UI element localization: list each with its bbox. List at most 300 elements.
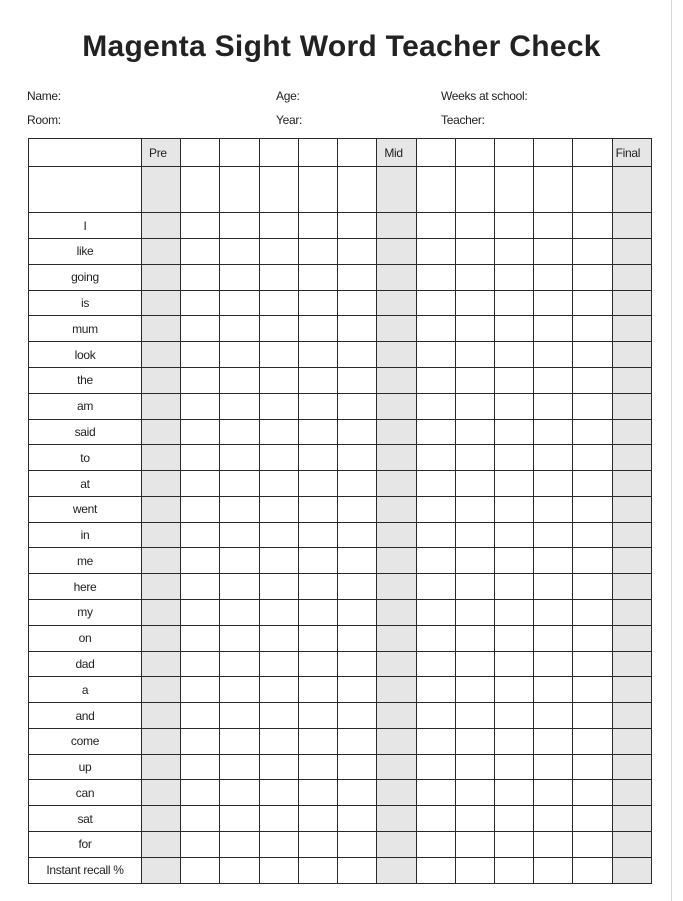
check-cell[interactable] — [338, 806, 377, 832]
check-cell[interactable] — [416, 780, 455, 806]
check-cell[interactable] — [455, 342, 494, 368]
check-cell[interactable] — [338, 677, 377, 703]
check-cell[interactable] — [220, 290, 259, 316]
check-cell[interactable] — [338, 754, 377, 780]
check-cell[interactable] — [416, 167, 455, 213]
check-cell[interactable] — [494, 548, 533, 574]
check-cell[interactable] — [338, 832, 377, 858]
check-cell[interactable] — [338, 703, 377, 729]
check-cell[interactable] — [573, 239, 612, 265]
check-cell[interactable] — [142, 600, 181, 626]
check-cell[interactable] — [494, 625, 533, 651]
check-cell[interactable] — [181, 290, 220, 316]
check-cell[interactable] — [338, 367, 377, 393]
check-cell[interactable] — [220, 239, 259, 265]
check-cell[interactable] — [259, 780, 298, 806]
check-cell[interactable] — [416, 857, 455, 883]
check-cell[interactable] — [298, 625, 337, 651]
check-cell[interactable] — [573, 367, 612, 393]
check-cell[interactable] — [573, 264, 612, 290]
check-cell[interactable] — [573, 213, 612, 239]
check-cell[interactable] — [573, 728, 612, 754]
check-cell[interactable] — [142, 806, 181, 832]
check-cell[interactable] — [494, 290, 533, 316]
check-cell[interactable] — [338, 290, 377, 316]
check-cell[interactable] — [455, 213, 494, 239]
check-cell[interactable] — [377, 600, 416, 626]
check-cell[interactable] — [298, 496, 337, 522]
check-cell[interactable] — [612, 703, 651, 729]
check-cell[interactable] — [416, 548, 455, 574]
check-cell[interactable] — [612, 651, 651, 677]
check-cell[interactable] — [259, 754, 298, 780]
check-cell[interactable] — [612, 419, 651, 445]
check-cell[interactable] — [612, 342, 651, 368]
check-cell[interactable] — [259, 316, 298, 342]
check-cell[interactable] — [181, 316, 220, 342]
check-cell[interactable] — [416, 728, 455, 754]
check-cell[interactable] — [416, 600, 455, 626]
check-cell[interactable] — [142, 754, 181, 780]
check-cell[interactable] — [455, 316, 494, 342]
check-cell[interactable] — [298, 832, 337, 858]
check-cell[interactable] — [338, 548, 377, 574]
check-cell[interactable] — [377, 239, 416, 265]
check-cell[interactable] — [338, 316, 377, 342]
check-cell[interactable] — [220, 548, 259, 574]
check-cell[interactable] — [142, 574, 181, 600]
check-cell[interactable] — [142, 367, 181, 393]
check-cell[interactable] — [338, 419, 377, 445]
check-cell[interactable] — [259, 600, 298, 626]
check-cell[interactable] — [377, 806, 416, 832]
check-cell[interactable] — [142, 239, 181, 265]
check-cell[interactable] — [377, 264, 416, 290]
check-cell[interactable] — [573, 290, 612, 316]
check-cell[interactable] — [142, 625, 181, 651]
check-cell[interactable] — [377, 677, 416, 703]
check-cell[interactable] — [377, 754, 416, 780]
check-cell[interactable] — [494, 754, 533, 780]
check-cell[interactable] — [181, 806, 220, 832]
check-cell[interactable] — [416, 264, 455, 290]
check-cell[interactable] — [298, 857, 337, 883]
check-cell[interactable] — [534, 290, 573, 316]
check-cell[interactable] — [142, 857, 181, 883]
check-cell[interactable] — [259, 832, 298, 858]
check-cell[interactable] — [455, 522, 494, 548]
check-cell[interactable] — [377, 290, 416, 316]
check-cell[interactable] — [338, 264, 377, 290]
check-cell[interactable] — [416, 703, 455, 729]
check-cell[interactable] — [377, 213, 416, 239]
check-cell[interactable] — [612, 780, 651, 806]
check-cell[interactable] — [377, 625, 416, 651]
check-cell[interactable] — [259, 651, 298, 677]
check-cell[interactable] — [573, 316, 612, 342]
check-cell[interactable] — [259, 522, 298, 548]
check-cell[interactable] — [181, 445, 220, 471]
check-cell[interactable] — [142, 393, 181, 419]
check-cell[interactable] — [259, 167, 298, 213]
check-cell[interactable] — [142, 548, 181, 574]
check-cell[interactable] — [338, 651, 377, 677]
check-cell[interactable] — [612, 496, 651, 522]
check-cell[interactable] — [534, 342, 573, 368]
check-cell[interactable] — [298, 728, 337, 754]
check-cell[interactable] — [494, 600, 533, 626]
check-cell[interactable] — [338, 496, 377, 522]
check-cell[interactable] — [298, 522, 337, 548]
check-cell[interactable] — [338, 239, 377, 265]
check-cell[interactable] — [142, 419, 181, 445]
check-cell[interactable] — [298, 677, 337, 703]
check-cell[interactable] — [455, 625, 494, 651]
check-cell[interactable] — [377, 651, 416, 677]
check-cell[interactable] — [377, 367, 416, 393]
check-cell[interactable] — [298, 342, 337, 368]
check-cell[interactable] — [455, 393, 494, 419]
check-cell[interactable] — [259, 548, 298, 574]
check-cell[interactable] — [573, 445, 612, 471]
check-cell[interactable] — [377, 316, 416, 342]
check-cell[interactable] — [220, 754, 259, 780]
check-cell[interactable] — [455, 290, 494, 316]
check-cell[interactable] — [181, 522, 220, 548]
check-cell[interactable] — [534, 728, 573, 754]
check-cell[interactable] — [220, 522, 259, 548]
check-cell[interactable] — [181, 754, 220, 780]
check-cell[interactable] — [573, 548, 612, 574]
check-cell[interactable] — [181, 167, 220, 213]
check-cell[interactable] — [338, 857, 377, 883]
check-cell[interactable] — [298, 167, 337, 213]
check-cell[interactable] — [220, 625, 259, 651]
check-cell[interactable] — [259, 213, 298, 239]
check-cell[interactable] — [181, 574, 220, 600]
check-cell[interactable] — [377, 857, 416, 883]
check-cell[interactable] — [455, 367, 494, 393]
check-cell[interactable] — [612, 677, 651, 703]
check-cell[interactable] — [298, 367, 337, 393]
check-cell[interactable] — [534, 677, 573, 703]
check-cell[interactable] — [534, 625, 573, 651]
check-cell[interactable] — [298, 393, 337, 419]
check-cell[interactable] — [534, 600, 573, 626]
check-cell[interactable] — [259, 264, 298, 290]
check-cell[interactable] — [494, 728, 533, 754]
check-cell[interactable] — [298, 419, 337, 445]
check-cell[interactable] — [259, 574, 298, 600]
check-cell[interactable] — [573, 677, 612, 703]
check-cell[interactable] — [142, 780, 181, 806]
check-cell[interactable] — [220, 651, 259, 677]
check-cell[interactable] — [298, 471, 337, 497]
check-cell[interactable] — [573, 471, 612, 497]
check-cell[interactable] — [142, 728, 181, 754]
check-cell[interactable] — [573, 832, 612, 858]
check-cell[interactable] — [181, 213, 220, 239]
check-cell[interactable] — [573, 342, 612, 368]
check-cell[interactable] — [416, 139, 455, 167]
check-cell[interactable] — [455, 445, 494, 471]
check-cell[interactable] — [494, 367, 533, 393]
check-cell[interactable] — [377, 832, 416, 858]
check-cell[interactable] — [181, 139, 220, 167]
check-cell[interactable] — [338, 213, 377, 239]
check-cell[interactable] — [259, 677, 298, 703]
check-cell[interactable] — [338, 728, 377, 754]
check-cell[interactable] — [416, 367, 455, 393]
check-cell[interactable] — [220, 806, 259, 832]
check-cell[interactable] — [181, 677, 220, 703]
check-cell[interactable] — [298, 264, 337, 290]
check-cell[interactable] — [612, 548, 651, 574]
check-cell[interactable] — [142, 213, 181, 239]
check-cell[interactable] — [338, 522, 377, 548]
check-cell[interactable] — [534, 522, 573, 548]
check-cell[interactable] — [534, 574, 573, 600]
check-cell[interactable] — [181, 625, 220, 651]
check-cell[interactable] — [534, 316, 573, 342]
check-cell[interactable] — [259, 139, 298, 167]
check-cell[interactable] — [416, 625, 455, 651]
check-cell[interactable] — [494, 139, 533, 167]
check-cell[interactable] — [612, 445, 651, 471]
check-cell[interactable] — [416, 290, 455, 316]
check-cell[interactable] — [259, 703, 298, 729]
check-cell[interactable] — [338, 625, 377, 651]
check-cell[interactable] — [494, 651, 533, 677]
check-cell[interactable] — [455, 600, 494, 626]
check-cell[interactable] — [298, 600, 337, 626]
check-cell[interactable] — [298, 780, 337, 806]
check-cell[interactable] — [534, 806, 573, 832]
check-cell[interactable] — [573, 780, 612, 806]
check-cell[interactable] — [534, 264, 573, 290]
check-cell[interactable] — [612, 625, 651, 651]
check-cell[interactable] — [259, 857, 298, 883]
check-cell[interactable] — [416, 754, 455, 780]
check-cell[interactable] — [377, 393, 416, 419]
check-cell[interactable] — [534, 703, 573, 729]
check-cell[interactable] — [259, 342, 298, 368]
check-cell[interactable] — [612, 600, 651, 626]
check-cell[interactable] — [612, 213, 651, 239]
check-cell[interactable] — [455, 139, 494, 167]
check-cell[interactable] — [259, 290, 298, 316]
check-cell[interactable] — [298, 548, 337, 574]
check-cell[interactable] — [142, 496, 181, 522]
check-cell[interactable] — [142, 522, 181, 548]
check-cell[interactable] — [220, 574, 259, 600]
check-cell[interactable] — [612, 471, 651, 497]
check-cell[interactable] — [612, 728, 651, 754]
check-cell[interactable] — [612, 832, 651, 858]
check-cell[interactable] — [612, 264, 651, 290]
check-cell[interactable] — [142, 342, 181, 368]
check-cell[interactable] — [338, 167, 377, 213]
check-cell[interactable] — [142, 651, 181, 677]
check-cell[interactable] — [455, 471, 494, 497]
check-cell[interactable] — [377, 728, 416, 754]
check-cell[interactable] — [338, 445, 377, 471]
check-cell[interactable] — [573, 496, 612, 522]
check-cell[interactable] — [534, 496, 573, 522]
check-cell[interactable] — [377, 496, 416, 522]
check-cell[interactable] — [534, 445, 573, 471]
check-cell[interactable] — [220, 471, 259, 497]
check-cell[interactable] — [494, 316, 533, 342]
check-cell[interactable] — [612, 316, 651, 342]
check-cell[interactable] — [494, 832, 533, 858]
check-cell[interactable] — [298, 239, 337, 265]
check-cell[interactable] — [534, 548, 573, 574]
check-cell[interactable] — [377, 548, 416, 574]
check-cell[interactable] — [298, 213, 337, 239]
check-cell[interactable] — [181, 239, 220, 265]
check-cell[interactable] — [494, 264, 533, 290]
check-cell[interactable] — [220, 600, 259, 626]
check-cell[interactable] — [455, 780, 494, 806]
check-cell[interactable] — [455, 728, 494, 754]
check-cell[interactable] — [377, 522, 416, 548]
check-cell[interactable] — [455, 548, 494, 574]
check-cell[interactable] — [220, 213, 259, 239]
check-cell[interactable] — [338, 574, 377, 600]
check-cell[interactable] — [220, 167, 259, 213]
check-cell[interactable] — [534, 139, 573, 167]
check-cell[interactable] — [534, 239, 573, 265]
check-cell[interactable] — [220, 677, 259, 703]
check-cell[interactable] — [377, 342, 416, 368]
check-cell[interactable] — [298, 806, 337, 832]
check-cell[interactable] — [181, 342, 220, 368]
check-cell[interactable] — [142, 264, 181, 290]
check-cell[interactable] — [181, 264, 220, 290]
check-cell[interactable] — [416, 496, 455, 522]
check-cell[interactable] — [494, 522, 533, 548]
check-cell[interactable] — [220, 728, 259, 754]
check-cell[interactable] — [494, 703, 533, 729]
check-cell[interactable] — [259, 496, 298, 522]
check-cell[interactable] — [494, 780, 533, 806]
check-cell[interactable] — [298, 316, 337, 342]
check-cell[interactable] — [377, 574, 416, 600]
check-cell[interactable] — [534, 393, 573, 419]
check-cell[interactable] — [377, 445, 416, 471]
check-cell[interactable] — [534, 651, 573, 677]
check-cell[interactable] — [573, 419, 612, 445]
check-cell[interactable] — [298, 574, 337, 600]
check-cell[interactable] — [142, 471, 181, 497]
check-cell[interactable] — [494, 857, 533, 883]
check-cell[interactable] — [455, 806, 494, 832]
check-cell[interactable] — [298, 445, 337, 471]
check-cell[interactable] — [298, 290, 337, 316]
check-cell[interactable] — [220, 496, 259, 522]
check-cell[interactable] — [416, 393, 455, 419]
check-cell[interactable] — [612, 239, 651, 265]
check-cell[interactable] — [455, 574, 494, 600]
check-cell[interactable] — [142, 290, 181, 316]
check-cell[interactable] — [612, 167, 651, 213]
check-cell[interactable] — [416, 806, 455, 832]
check-cell[interactable] — [259, 419, 298, 445]
check-cell[interactable] — [259, 625, 298, 651]
check-cell[interactable] — [220, 832, 259, 858]
check-cell[interactable] — [455, 167, 494, 213]
check-cell[interactable] — [612, 393, 651, 419]
check-cell[interactable] — [298, 754, 337, 780]
check-cell[interactable] — [142, 832, 181, 858]
check-cell[interactable] — [534, 754, 573, 780]
check-cell[interactable] — [220, 393, 259, 419]
check-cell[interactable] — [181, 367, 220, 393]
check-cell[interactable] — [573, 754, 612, 780]
check-cell[interactable] — [573, 857, 612, 883]
check-cell[interactable] — [416, 574, 455, 600]
check-cell[interactable] — [377, 780, 416, 806]
check-cell[interactable] — [298, 651, 337, 677]
check-cell[interactable] — [259, 806, 298, 832]
check-cell[interactable] — [220, 316, 259, 342]
check-cell[interactable] — [220, 857, 259, 883]
check-cell[interactable] — [181, 728, 220, 754]
check-cell[interactable] — [416, 445, 455, 471]
check-cell[interactable] — [416, 316, 455, 342]
check-cell[interactable] — [612, 522, 651, 548]
check-cell[interactable] — [455, 754, 494, 780]
check-cell[interactable] — [259, 367, 298, 393]
check-cell[interactable] — [338, 780, 377, 806]
check-cell[interactable] — [220, 342, 259, 368]
check-cell[interactable] — [455, 857, 494, 883]
check-cell[interactable] — [573, 703, 612, 729]
check-cell[interactable] — [455, 677, 494, 703]
check-cell[interactable] — [416, 522, 455, 548]
check-cell[interactable] — [416, 213, 455, 239]
check-cell[interactable] — [534, 213, 573, 239]
check-cell[interactable] — [573, 600, 612, 626]
check-cell[interactable] — [220, 780, 259, 806]
check-cell[interactable] — [455, 651, 494, 677]
check-cell[interactable] — [220, 367, 259, 393]
check-cell[interactable] — [494, 574, 533, 600]
check-cell[interactable] — [259, 728, 298, 754]
check-cell[interactable] — [612, 290, 651, 316]
check-cell[interactable] — [455, 703, 494, 729]
check-cell[interactable] — [612, 754, 651, 780]
check-cell[interactable] — [142, 316, 181, 342]
check-cell[interactable] — [494, 167, 533, 213]
check-cell[interactable] — [142, 445, 181, 471]
check-cell[interactable] — [181, 496, 220, 522]
check-cell[interactable] — [338, 600, 377, 626]
check-cell[interactable] — [494, 239, 533, 265]
check-cell[interactable] — [181, 393, 220, 419]
check-cell[interactable] — [338, 342, 377, 368]
check-cell[interactable] — [416, 832, 455, 858]
check-cell[interactable] — [494, 419, 533, 445]
check-cell[interactable] — [377, 167, 416, 213]
check-cell[interactable] — [181, 832, 220, 858]
check-cell[interactable] — [494, 342, 533, 368]
check-cell[interactable] — [298, 139, 337, 167]
check-cell[interactable] — [573, 625, 612, 651]
check-cell[interactable] — [494, 213, 533, 239]
check-cell[interactable] — [416, 239, 455, 265]
